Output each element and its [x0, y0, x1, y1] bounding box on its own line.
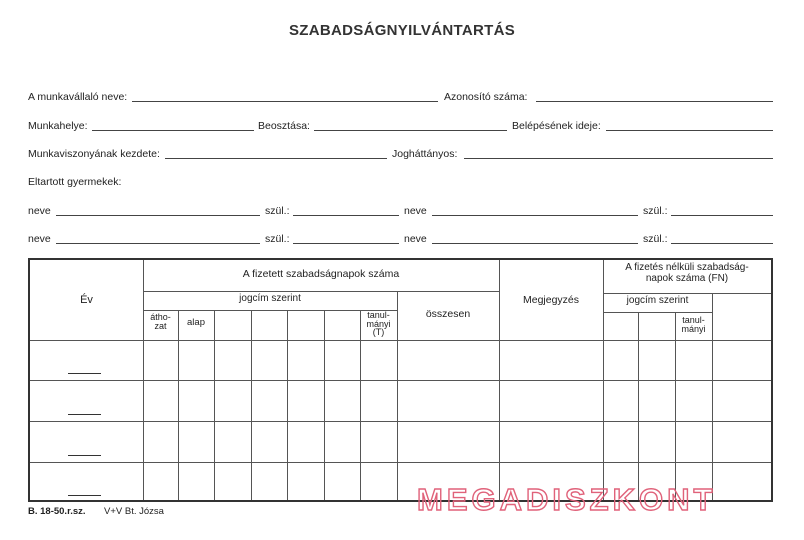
- year-field[interactable]: [68, 495, 101, 496]
- header-bottom-line: [30, 340, 771, 341]
- child-name-label: neve: [404, 233, 427, 245]
- form-title: SZABADSÁGNYILVÁNTARTÁS: [288, 22, 516, 39]
- entitled-label: Jogháttányos:: [392, 148, 458, 160]
- child-name-label: neve: [28, 205, 51, 217]
- year-header: Év: [80, 294, 93, 306]
- year-field[interactable]: [68, 373, 101, 374]
- publisher: V+V Bt. Józsa: [104, 506, 164, 517]
- child1-name-field[interactable]: [56, 215, 260, 216]
- study-unpaid-header: tanul- mányi: [681, 315, 706, 335]
- study-header: tanul- mányi (T): [366, 310, 391, 338]
- transferred-header: átho- zat: [150, 312, 171, 332]
- by-title-unpaid-header: jogcím szerint: [626, 295, 689, 306]
- workplace-field[interactable]: [92, 130, 254, 131]
- employment-start-label: Munkaviszonyának kezdete:: [28, 148, 160, 160]
- year-field[interactable]: [68, 455, 101, 456]
- employee-name-field[interactable]: [132, 101, 438, 102]
- child4-name-field[interactable]: [432, 243, 638, 244]
- child3-name-field[interactable]: [56, 243, 260, 244]
- dependents-label: Eltartott gyermekek:: [28, 176, 122, 188]
- child3-birth-field[interactable]: [293, 243, 399, 244]
- note-header: Megjegyzés: [522, 294, 580, 306]
- identifier-label: Azonosító száma:: [444, 91, 528, 103]
- child-birth-label: szül.:: [265, 233, 290, 245]
- total-header: összesen: [425, 308, 471, 320]
- paid-leave-header: A fizetett szabadságnapok száma: [242, 268, 400, 280]
- child-name-label: neve: [404, 205, 427, 217]
- position-label: Beosztása:: [258, 120, 310, 132]
- base-header: alap: [187, 317, 205, 328]
- employee-name-label: A munkavállaló neve:: [28, 91, 128, 103]
- child4-birth-field[interactable]: [671, 243, 773, 244]
- child-birth-label: szül.:: [643, 233, 668, 245]
- watermark: MEGADISZKONT: [417, 482, 717, 517]
- workplace-label: Munkahelye:: [28, 120, 88, 132]
- row-line: [30, 380, 771, 381]
- header-line: [603, 312, 712, 313]
- child2-birth-field[interactable]: [671, 215, 773, 216]
- identifier-field[interactable]: [536, 101, 773, 102]
- child-birth-label: szül.:: [643, 205, 668, 217]
- form-code: B. 18-50.r.sz.: [28, 506, 86, 517]
- child-name-label: neve: [28, 233, 51, 245]
- header-line: [143, 310, 397, 311]
- employment-start-field[interactable]: [165, 158, 387, 159]
- unpaid-leave-header: A fizetés nélküli szabadság- napok száma (FN): [625, 262, 749, 284]
- child1-birth-field[interactable]: [293, 215, 399, 216]
- year-field[interactable]: [68, 414, 101, 415]
- by-title-header: jogcím szerint: [239, 293, 301, 304]
- child2-name-field[interactable]: [432, 215, 638, 216]
- entitled-field[interactable]: [464, 158, 773, 159]
- row-line: [30, 421, 771, 422]
- entry-date-label: Belépésének ideje:: [512, 120, 601, 132]
- child-birth-label: szül.:: [265, 205, 290, 217]
- row-line: [30, 462, 771, 463]
- entry-date-field[interactable]: [606, 130, 773, 131]
- position-field[interactable]: [314, 130, 507, 131]
- leave-table: [28, 258, 773, 502]
